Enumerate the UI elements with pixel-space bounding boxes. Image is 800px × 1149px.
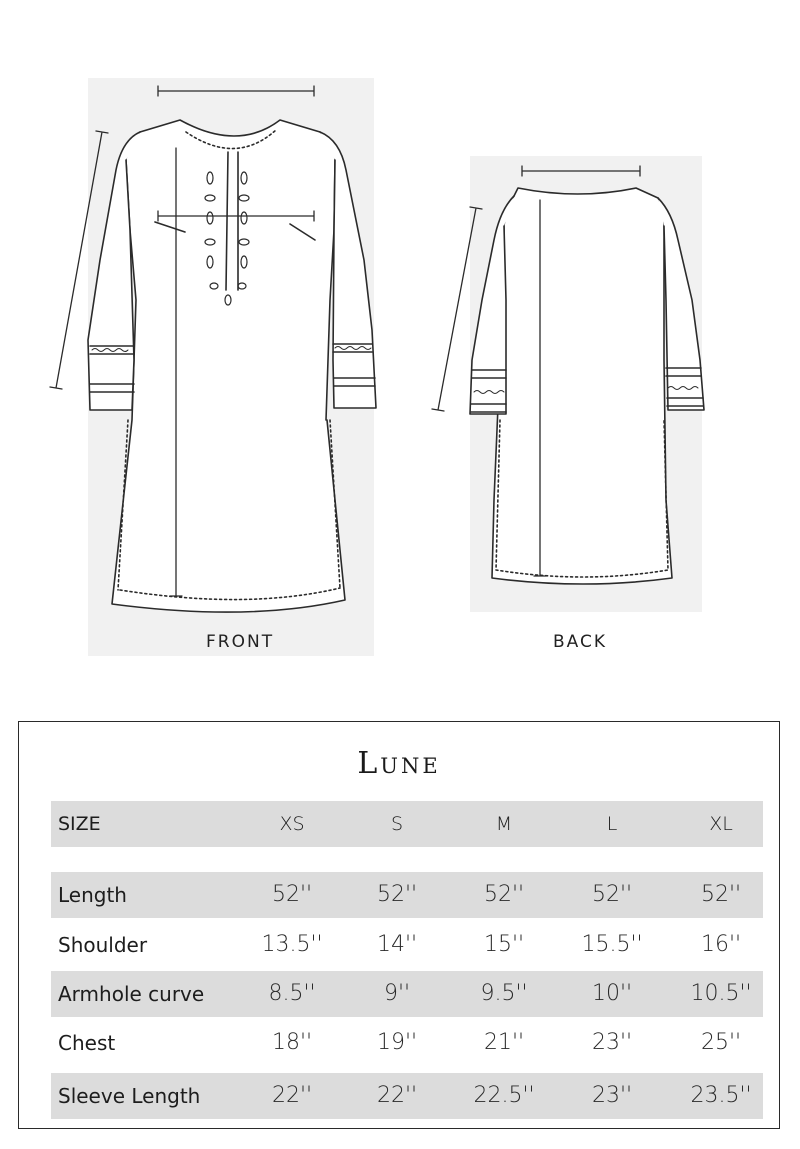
table-cell: 52'': [376, 882, 418, 907]
row-label-armhole-curve: Armhole curve: [58, 982, 205, 1006]
table-cell: 52'': [271, 882, 313, 907]
row-label-sleeve-length: Sleeve Length: [58, 1084, 201, 1108]
chest-row: [51, 1020, 763, 1066]
table-cell: 23'': [591, 1083, 633, 1108]
length-row: [51, 872, 763, 918]
row-label-shoulder: Shoulder: [58, 933, 148, 957]
table-cell: 16'': [700, 932, 742, 957]
table-cell: 18'': [271, 1030, 313, 1055]
size-header-row: [51, 801, 763, 847]
table-cell: 52'': [483, 882, 525, 907]
table-cell: 23.5'': [690, 1083, 752, 1108]
table-cell: 22.5'': [473, 1083, 535, 1108]
table-cell: 9'': [383, 981, 411, 1006]
size-s-header: S: [390, 813, 404, 835]
brand-name: Lune: [357, 746, 441, 781]
table-cell: 9.5'': [480, 981, 528, 1006]
size-xs-header: XS: [279, 813, 305, 835]
armhole-curve-row: [51, 971, 763, 1017]
table-cell: 14'': [376, 932, 418, 957]
table-cell: 52'': [591, 882, 633, 907]
row-label-chest: Chest: [58, 1031, 116, 1055]
table-cell: 13.5'': [261, 932, 323, 957]
table-cell: 23'': [591, 1030, 633, 1055]
table-cell: 10'': [591, 981, 633, 1006]
table-cell: 22'': [376, 1083, 418, 1108]
table-cell: 22'': [271, 1083, 313, 1108]
table-cell: 52'': [700, 882, 742, 907]
table-cell: 25'': [700, 1030, 742, 1055]
size-header-label: SIZE: [58, 813, 101, 835]
size-chart-card: [18, 721, 780, 1129]
sleeve-length-row: [51, 1073, 763, 1119]
table-cell: 19'': [376, 1030, 418, 1055]
size-m-header: M: [495, 813, 513, 835]
table-cell: 10.5'': [690, 981, 752, 1006]
size-l-header: L: [606, 813, 618, 835]
table-cell: 15'': [483, 932, 525, 957]
size-xl-header: XL: [709, 813, 733, 835]
table-cell: 8.5'': [268, 981, 316, 1006]
back-view-label: BACK: [553, 632, 608, 652]
table-cell: 15.5'': [581, 932, 643, 957]
front-view-label: FRONT: [206, 632, 275, 652]
shoulder-row: [51, 922, 763, 968]
front-kurta-outline: [88, 120, 376, 612]
table-cell: 21'': [483, 1030, 525, 1055]
row-label-length: Length: [58, 883, 127, 907]
